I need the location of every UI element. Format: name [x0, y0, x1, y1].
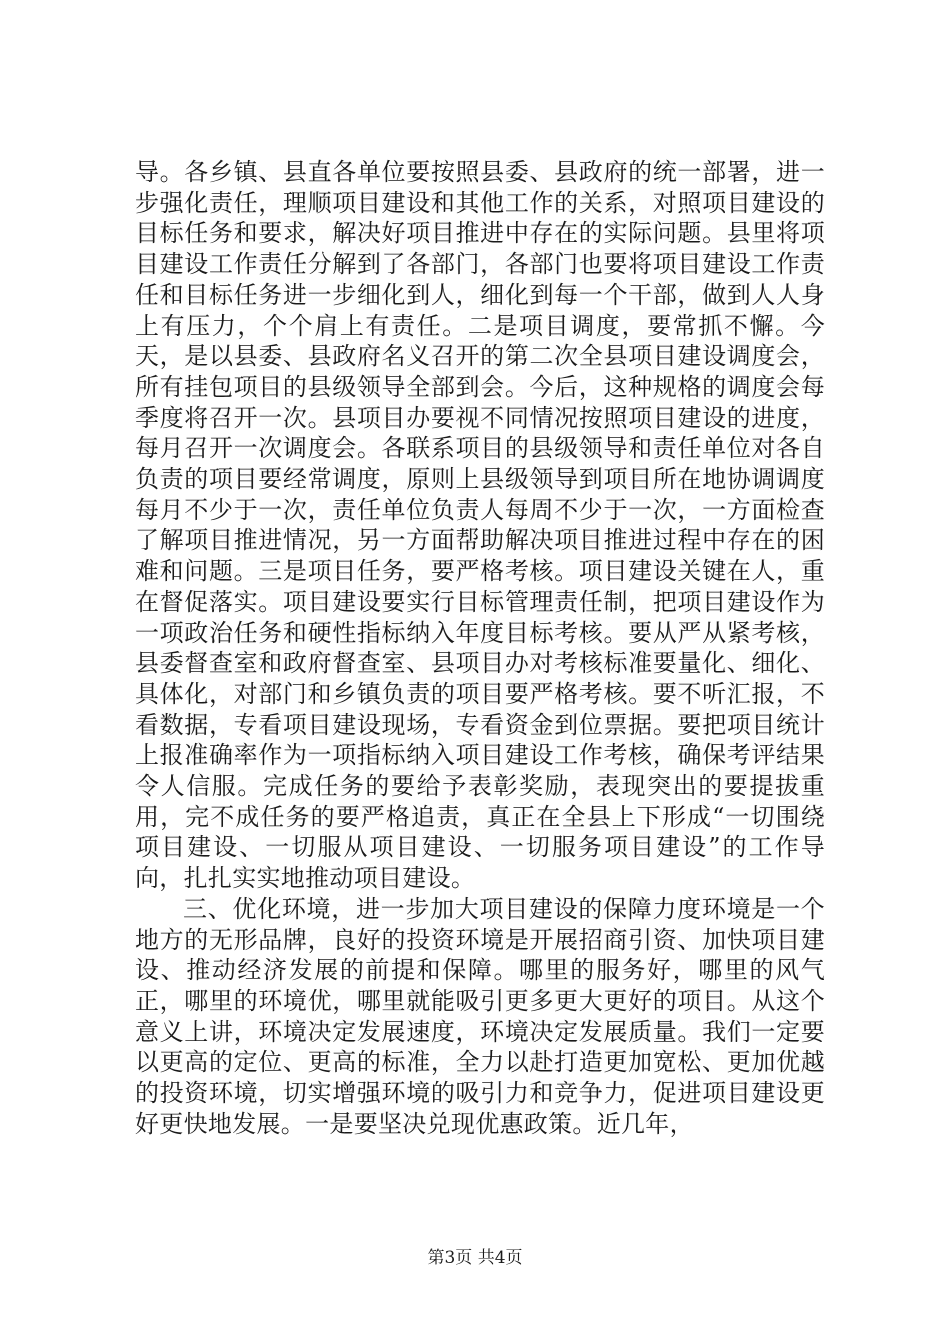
paragraph-continuation: 导。各乡镇、县直各单位要按照县委、县政府的统一部署，进一步强化责任，理顺项目建设和其他工作的关系，对照项目建设的目标任务和要求，解决好项目推进中存在的实际问题。县里将项目建设工作责任分解到了各部门，各部门也要将项目建设工作责任和目标任务进一步细化到人，细化到每一个干部，做到人人身上有压力，个个肩上有责任。二是项目调度，要常抓不懈。今天，是以县委、县政府名义召开的第二次全县项目建设调度会，所有挂包项目的县级领导全部到会。今后，这种规格的调度会每季度将召开一次。县项目办要视不同情况按照项目建设的进度，每月召开一次调度会。各联系项目的县级领导和责任单位对各自负责的项目要经常调度，原则上县级领导到项目所在地协调调度每月不少于一次，责任单位负责人每周不少于一次，一方面检查了解项目推进情况，另一方面帮助解决项目推进过程中存在的困难和问题。三是项目任务，要严格考核。项目建设关键在人，重在督促落实。项目建设要实行目标管理责任制，把项目建设作为一项政治任务和硬性指标纳入年度目标考核。要从严从紧考核，县委督查室和政府督查室、县项目办对考核标准要量化、细化、具体化，对部门和乡镇负责的项目要严格考核。要不听汇报，不看数据，专看项目建设现场，专看资金到位票据。要把项目统计上报准确率作为一项指标纳入项目建设工作考核，确保考评结果令人信服。完成任务的要给予表彰奖励，表现突出的要提拔重用，完不成任务的要严格追责，真正在全县上下形成“一切围绕项目建设、一切服从项目建设、一切服务项目建设”的工作导向，扎扎实实地推动项目建设。 [135, 158, 825, 893]
document-body [135, 157, 825, 1140]
page-footer: 第3页 共4页 [427, 1248, 523, 1268]
paragraph-section-three: 三、优化环境，进一步加大项目建设的保障力度环境是一个地方的无形品牌，良好的投资环境是开展招商引资、加快项目建设、推动经济发展的前提和保障。哪里的服务好，哪里的风气正，哪里的环境优，哪里就能吸引更多更大更好的项目。从这个意义上讲，环境决定发展速度，环境决定发展质量。我们一定要以更高的定位、更高的标准，全力以赴打造更加宽松、更加优越的投资环境，切实增强环境的吸引力和竞争力，促进项目建设更好更快地发展。一是要坚决兑现优惠政策。近几年， [135, 894, 825, 1138]
